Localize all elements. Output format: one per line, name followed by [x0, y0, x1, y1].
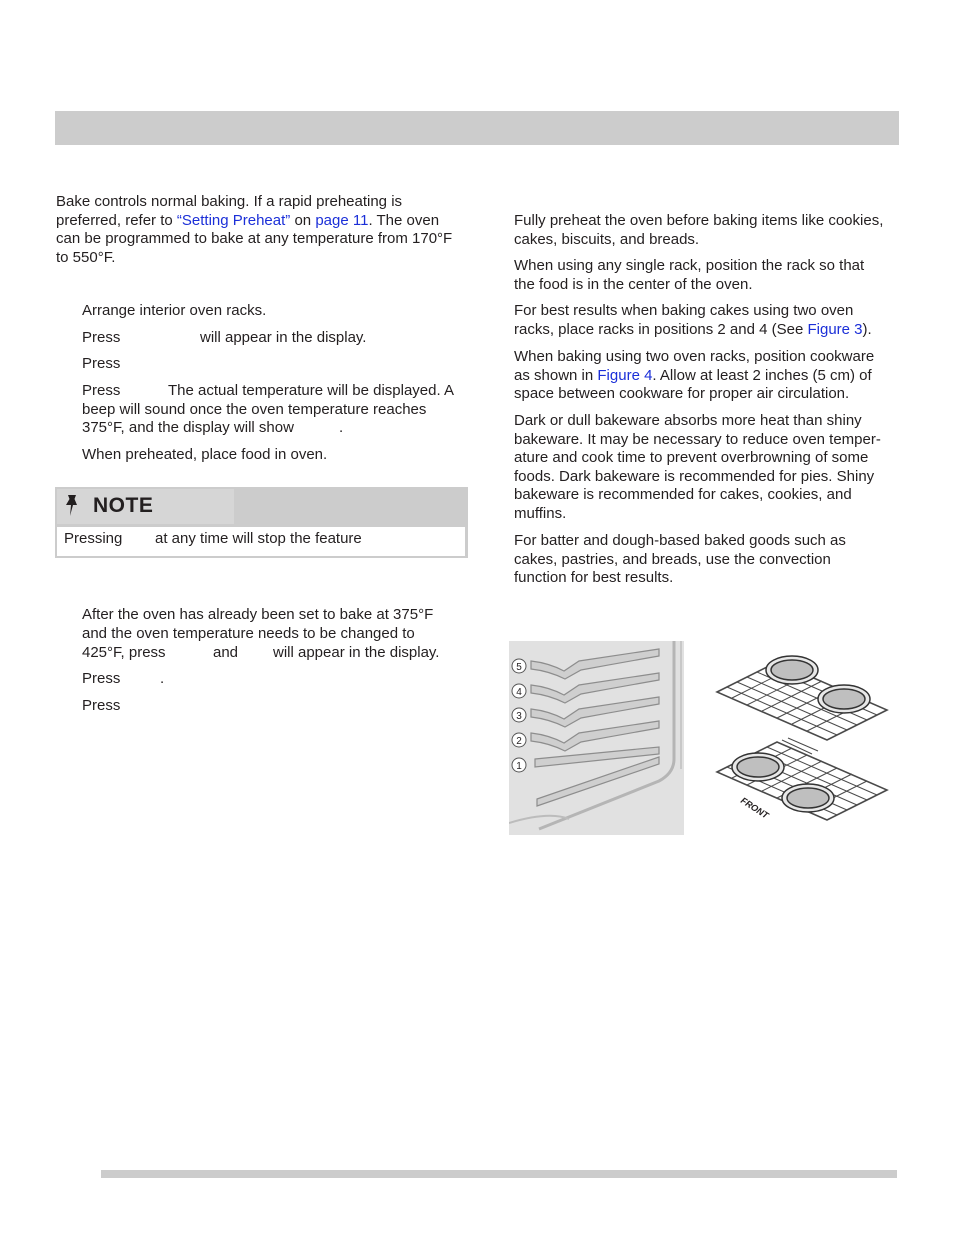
step-a-4-line3: 375°F, and the display will show: [82, 419, 294, 436]
step-a-4-press: Press: [82, 382, 121, 399]
rack-label-4: 4: [516, 687, 522, 698]
tip-2: When using any single rack, position the rack so that the food is in the center of the oven.: [514, 257, 865, 293]
step-b-2-period: .: [160, 670, 165, 687]
setting-preheat-link[interactable]: “Setting Preheat”: [176, 211, 291, 229]
note-text-post: at any time will stop the feature: [155, 530, 362, 547]
note-text-pre: Pressing: [64, 530, 123, 547]
figure-4-link[interactable]: Figure 4: [597, 366, 653, 384]
intro-line-3: can be programmed to bake at any temperature from 170°F: [56, 230, 453, 247]
step-b-1-line1: After the oven has already been set to bake at 375°F: [82, 606, 434, 623]
oven-rack-positions-figure: [509, 641, 684, 835]
step-a-2-press: Press: [82, 329, 121, 346]
tip-6: For batter and dough-based baked goods such as cakes, pastries, and breads, use the convection function for best results.: [514, 532, 846, 586]
step-b-2-press: Press: [82, 670, 121, 687]
step-a-3: Press: [82, 355, 121, 372]
intro-paragraph: [56, 193, 476, 267]
step-a-4-text: The actual temperature will be displayed. A: [168, 382, 454, 399]
figure-3-link[interactable]: Figure 3: [807, 320, 863, 338]
step-b-1-line2: and the oven temperature needs to be changed to: [82, 625, 415, 642]
tip-5: Dark or dull bakeware absorbs more heat than shiny bakeware. It may be necessary to reduce oven temper- ature and cook time to prevent overbrowning of some foods. Dark bakeware is recommended for pies. Shiny bakeware is recommended for cakes, cookies, and muffins.: [514, 412, 881, 522]
section-header-bar: [55, 111, 899, 145]
step-a-4-line2: beep will sound once the oven temperature reaches: [82, 401, 427, 418]
note-title: NOTE: [93, 494, 154, 517]
intro-line-1: Bake controls normal baking. If a rapid preheating is: [56, 193, 403, 210]
tip-3: For best results when baking cakes using two oven racks, place racks in positions 2 and 4 (See Figure 3).: [514, 302, 872, 338]
front-label: FRONT: [738, 795, 771, 821]
step-b-3: Press: [82, 697, 121, 714]
rack-label-2: 2: [516, 736, 522, 747]
step-a-2-rest: will appear in the display.: [200, 329, 367, 346]
footer-bar: [101, 1170, 897, 1178]
oven-rack-positions-icon: [509, 641, 684, 835]
step-b-1-line3: 425°F, press: [82, 644, 166, 661]
rack-label-1: 1: [516, 761, 522, 772]
rack-label-5: 5: [516, 662, 522, 673]
step-a-1: Arrange interior oven racks.: [82, 302, 267, 319]
step-a-5: When preheated, place food in oven.: [82, 446, 328, 463]
racks-with-pans-icon: [712, 650, 892, 832]
step-b-1-rest: will appear in the display.: [273, 644, 440, 661]
intro-line-4: to 550°F.: [56, 248, 116, 266]
step-a-4-period: .: [339, 419, 344, 436]
tip-1: Fully preheat the oven before baking items like cookies, cakes, biscuits, and breads.: [514, 212, 884, 248]
intro-line-2: preferred, refer to “Setting Preheat” on page 11. The oven: [56, 211, 440, 229]
step-b-1-and: and: [213, 644, 239, 661]
cookware-placement-figure: [712, 650, 892, 832]
rack-label-3: 3: [516, 711, 522, 722]
tip-4: When baking using two oven racks, position cookware as shown in Figure 4. Allow at least 2 inches (5 cm) of space between cookware for proper air circulation.: [514, 348, 875, 402]
pushpin-icon: [63, 494, 81, 522]
page-11-link[interactable]: page 11: [315, 211, 369, 229]
